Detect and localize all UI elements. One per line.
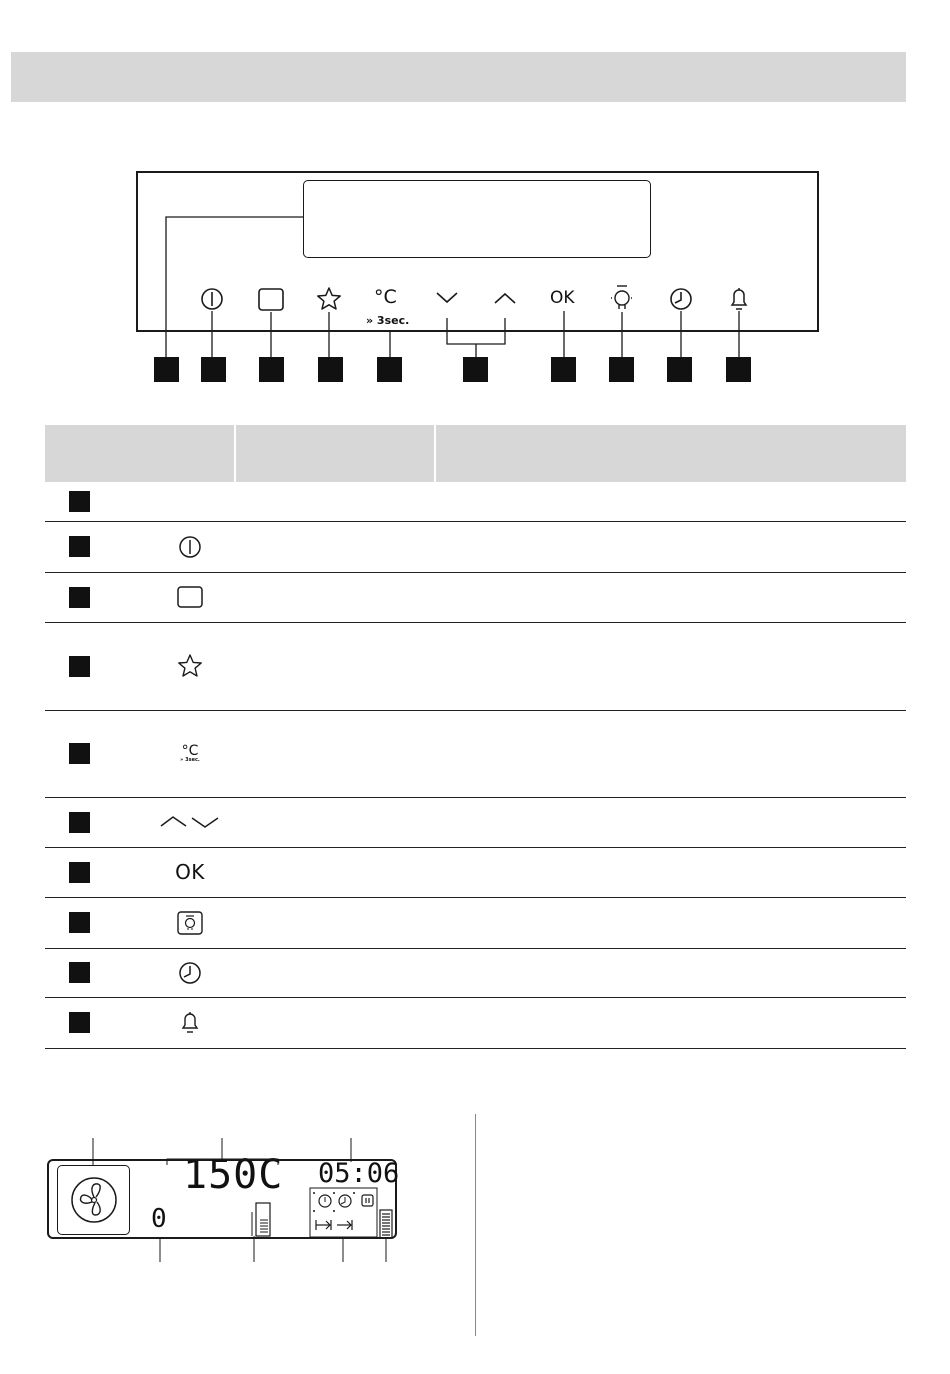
lcd-digit: 0 [151,1204,167,1234]
callout-3 [259,357,284,382]
callout-2 [201,357,226,382]
header-cell-description [435,425,906,482]
table-row [45,897,906,948]
callout-6 [463,357,488,382]
header-cell-function [235,425,435,482]
leader-display [166,217,303,357]
celsius-icon: °C » 3sec. [180,743,200,763]
power-icon [177,534,203,560]
header-cell-number [45,425,235,482]
callout-8 [609,357,634,382]
callout-9 [667,357,692,382]
column-divider [475,1114,476,1336]
callout-squares [154,357,751,382]
control-panel-diagram [0,0,950,400]
bell-icon [178,1010,202,1036]
power-icon [202,289,222,309]
row-number-2 [69,536,90,557]
display-diagram [0,1100,420,1280]
heat-level-bar [252,1203,270,1236]
lamp-icon [175,910,205,936]
row-number-8 [69,912,90,933]
up-down-icon [158,813,222,831]
control-reference-table [45,425,906,1049]
row-number-9 [69,962,90,983]
table-row [45,948,906,997]
star-icon [176,653,204,679]
celsius-label: °C [374,286,397,308]
row-number-6 [69,812,90,833]
clock-icon [177,960,203,986]
level-indicator [380,1210,392,1238]
row-description [435,847,906,897]
callout-1 [154,357,179,382]
table-row [45,521,906,572]
lamp-icon [611,286,633,309]
square-icon [259,289,283,310]
pause-icon [362,1195,373,1206]
chevron-up-icon [495,294,515,303]
square-icon [175,585,205,609]
table-row [45,997,906,1048]
row-function [235,797,435,847]
callout-10 [726,357,751,382]
bell-icon [732,288,746,309]
row-description [435,710,906,797]
table-header [45,425,906,482]
row-description [435,521,906,572]
table-row [45,710,906,797]
row-function [235,997,435,1048]
table-row [45,482,906,521]
lcd-temperature: 150C [183,1152,284,1198]
row-function [235,622,435,710]
callout-7 [551,357,576,382]
ok-symbol: OK [175,860,205,884]
duration-icon [316,1220,331,1230]
row-description [435,997,906,1048]
row-number-3 [69,587,90,608]
row-function [235,847,435,897]
row-description [435,948,906,997]
table-row [45,622,906,710]
row-function [235,948,435,997]
row-description [435,572,906,622]
clock-icon [671,289,691,309]
row-function [235,572,435,622]
table-row [45,797,906,847]
star-icon [318,288,340,309]
hold-3sec-label: » 3sec. [366,314,410,327]
row-function [235,521,435,572]
table-row [45,572,906,622]
chevron-down-icon [437,293,457,302]
row-description [435,482,906,521]
row-number-5 [69,743,90,764]
row-function [235,897,435,948]
row-function [235,482,435,521]
end-time-icon [337,1220,352,1230]
row-number-7 [69,862,90,883]
row-number-10 [69,1012,90,1033]
row-description [435,897,906,948]
lcd-time: 05:06 [318,1158,400,1189]
row-number-1 [69,491,90,512]
ok-label: OK [550,288,575,308]
callout-4 [318,357,343,382]
row-number-4 [69,656,90,677]
row-description [435,622,906,710]
callout-5 [377,357,402,382]
row-function [235,710,435,797]
row-description [435,797,906,847]
table-row [45,847,906,897]
